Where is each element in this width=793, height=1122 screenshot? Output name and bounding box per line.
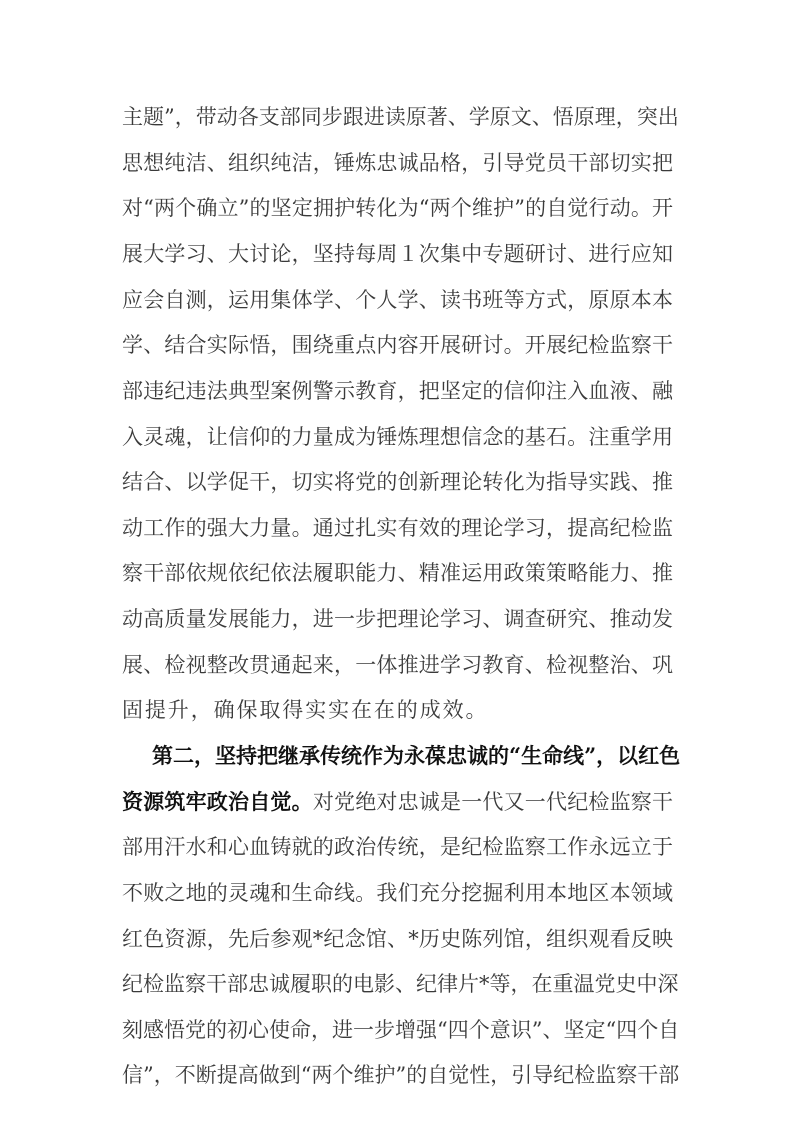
- text-line: 信”，不断提高做到“两个维护”的自觉性，引导纪检监察干部: [122, 1063, 680, 1087]
- text-line: 部用汗水和心血铸就的政治传统，是纪检监察工作永远立于: [122, 835, 673, 859]
- text-line: [122, 789, 673, 815]
- text-line: 动高质量发展能力，进一步把理论学习、调查研究、推动发: [122, 607, 673, 631]
- text-line: 展、检视整改贯通起来，一体推进学习教育、检视整治、巩: [122, 653, 673, 677]
- text-line: 对“两个确立”的坚定拥护转化为“两个维护”的自觉行动。开: [122, 196, 673, 220]
- text-line: 学、结合实际悟，围绕重点内容开展研讨。开展纪检监察干: [122, 333, 673, 357]
- text-line: 不败之地的灵魂和生命线。我们充分挖掘利用本地区本领域: [122, 881, 673, 905]
- text-line: 纪检监察干部忠诚履职的电影、纪律片*等，在重温党史中深: [122, 972, 679, 996]
- text-line: 动工作的强大力量。通过扎实有效的理论学习，提高纪检监: [122, 516, 673, 540]
- section-heading-end: 资源筑牢政治自觉。: [122, 789, 313, 814]
- text-line: 固提升，确保取得实实在在的成效。: [122, 698, 489, 722]
- text-line: 红色资源，先后参观*纪念馆、*历史陈列馆，组织观看反映: [122, 927, 673, 951]
- text-line: 思想纯洁、组织纯洁，锤炼忠诚品格，引导党员干部切实把: [122, 151, 673, 175]
- text-line: 入灵魂，让信仰的力量成为锤炼理想信念的基石。注重学用: [122, 425, 673, 449]
- text-line: 主题”，带动各支部同步跟进读原著、学原文、悟原理，突出: [122, 105, 679, 129]
- text-segment: 对党绝对忠诚是一代又一代纪检监察干: [312, 790, 674, 814]
- text-line: 展大学习、大讨论，坚持每周１次集中专题研讨、进行应知: [122, 242, 673, 266]
- text-line: 应会自测，运用集体学、个人学、读书班等方式，原原本本: [122, 288, 673, 312]
- section-heading: 第二，坚持把继承传统作为永葆忠诚的“生命线”，以红色: [152, 743, 681, 768]
- text-line: 察干部依规依纪依法履职能力、精准运用政策策略能力、推: [122, 561, 673, 585]
- text-line: 刻感悟党的初心使命，进一步增强“四个意识”、坚定“四个自: [122, 1018, 680, 1042]
- text-line: 结合、以学促干，切实将党的创新理论转化为指导实践、推: [122, 470, 673, 494]
- text-line: 部违纪违法典型案例警示教育，把坚定的信仰注入血液、融: [122, 379, 673, 403]
